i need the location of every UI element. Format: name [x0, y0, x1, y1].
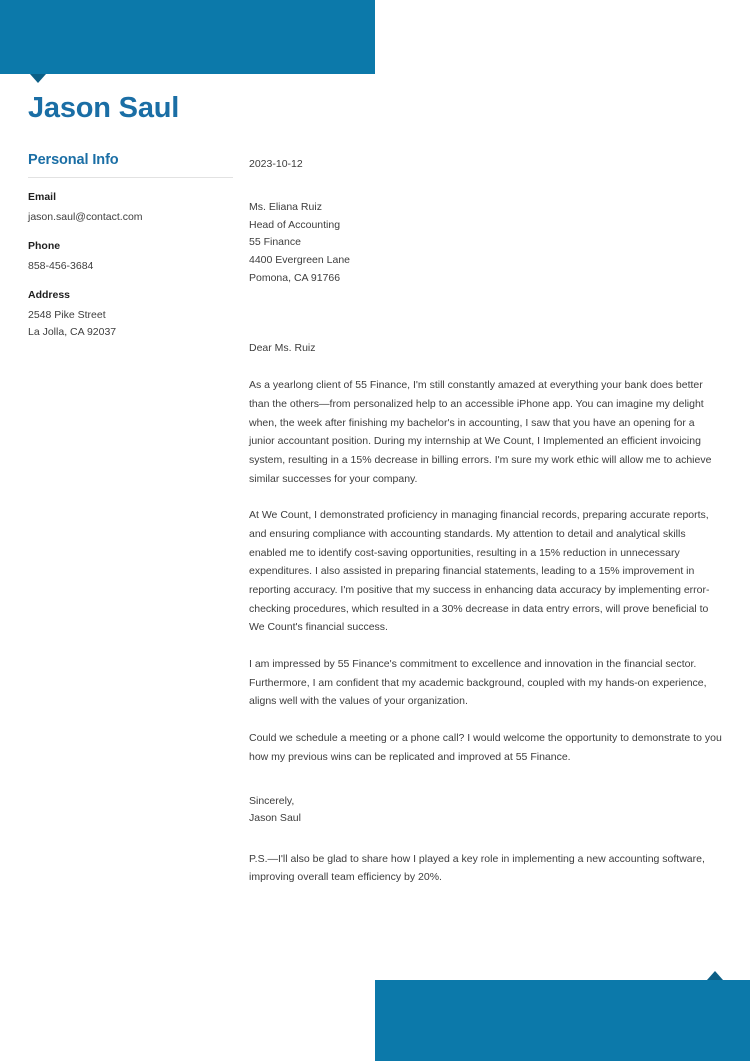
- info-block-address: [28, 289, 233, 341]
- sidebar-personal-info: [28, 152, 233, 355]
- body-paragraph-3: I am impressed by 55 Finance's commitment to excellence and innovation in the financial sector. Furthermore, I am confident that my academic background, coupled with my hands-on experience, aligns well with the values of your organization.: [249, 658, 707, 708]
- body-paragraph-4: Could we schedule a meeting or a phone call? I would welcome the opportunity to demonstrate to you how my previous wins can be replicated and improved at 55 Finance.: [249, 732, 722, 763]
- phone-value: 858-456-3684: [28, 260, 94, 272]
- recipient-city-state-zip: Pomona, CA 91766: [249, 271, 341, 284]
- closing-word: Sincerely,: [249, 794, 295, 807]
- recipient-title: Head of Accounting: [249, 218, 341, 231]
- email-label: Email: [28, 191, 57, 203]
- recipient-street: 4400 Evergreen Lane: [249, 253, 350, 266]
- postscript: P.S.—I'll also be glad to share how I played a key role in implementing a new accounting software, improving overall team efficiency by 20%.: [249, 852, 705, 884]
- address-line-2: La Jolla, CA 92037: [28, 326, 117, 338]
- body-paragraph-2: At We Count, I demonstrated proficiency in managing financial records, preparing accurate reports, and ensuring compliance with accounting standards. My attention to detail and analytical skills enabled me to identify cost-saving opportunities, resulting in a 15% reduction in unnecessary expenditures. I also assisted in preparing financial statements, leading to a 15% improvement in reporting accuracy. I'm positive that my success in enhancing data accuracy by implementing error-checking procedures, which resulted in a 30% decrease in data entry errors, will prove beneficial to We Count's financial success.: [249, 509, 710, 634]
- applicant-name: Jason Saul: [28, 92, 180, 124]
- info-block-phone: [28, 240, 233, 275]
- letter-body: [249, 158, 723, 898]
- salutation: Dear Ms. Ruiz: [249, 342, 316, 355]
- bottom-banner-notch-icon: [707, 971, 723, 980]
- address-line-1: 2548 Pike Street: [28, 309, 106, 321]
- sidebar-heading: Personal Info: [28, 152, 233, 178]
- bottom-accent-banner: [375, 980, 750, 1061]
- letter-date: 2023-10-12: [249, 158, 303, 170]
- recipient-company: 55 Finance: [249, 236, 301, 249]
- body-paragraph-1: As a yearlong client of 55 Finance, I'm still constantly amazed at everything your bank does better than the others—from personalized help to an accessible iPhone app. You can imagine my delight when, the week after finishing my bachelor's in accounting, I saw that you have an opening for a junior accountant position. During my internship at We Count, I Implemented an efficient invoicing system, resulting in a 15% decrease in billing errors. I'm sure my work ethic will allow me to achieve similar successes for your company.: [249, 379, 712, 485]
- address-label: Address: [28, 289, 71, 301]
- recipient-block: [249, 199, 723, 287]
- top-banner-notch-icon: [30, 74, 46, 83]
- email-value: jason.saul@contact.com: [28, 211, 143, 223]
- closing-block: [249, 793, 723, 828]
- recipient-name: Ms. Eliana Ruiz: [249, 201, 322, 213]
- top-accent-banner: [0, 0, 375, 74]
- info-block-email: [28, 191, 233, 226]
- signature-name: Jason Saul: [249, 812, 301, 825]
- phone-label: Phone: [28, 240, 61, 252]
